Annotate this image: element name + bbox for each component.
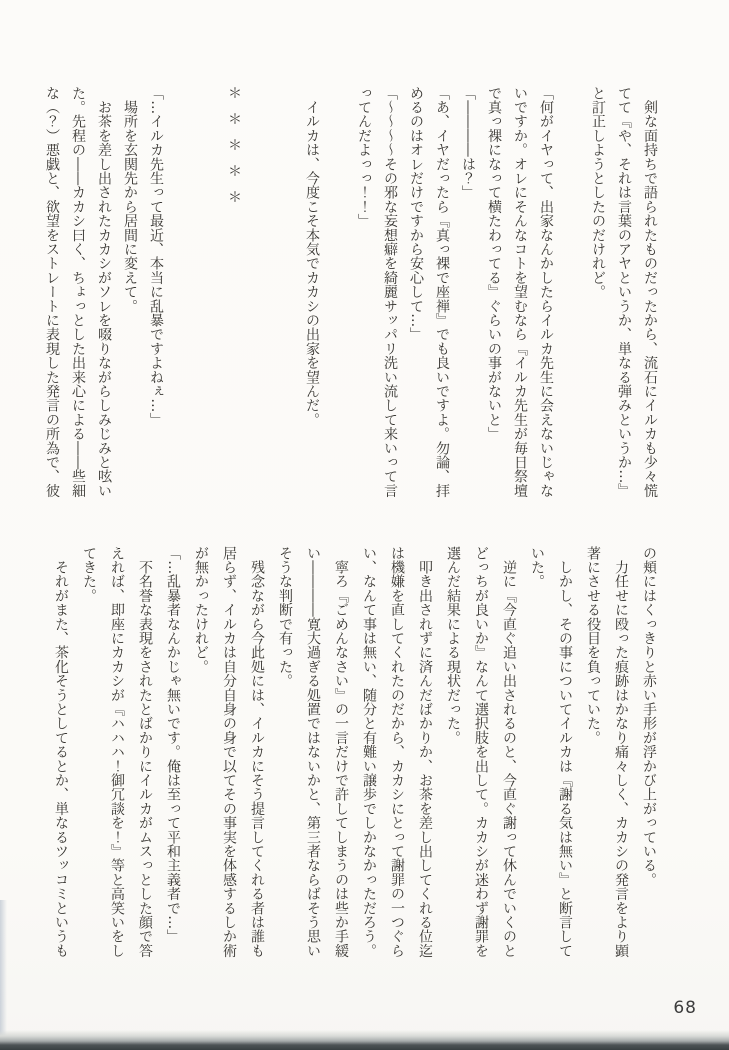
text-paragraph: 不名誉な表現をされたとばかりにイルカがムスっとした顔で答えれば、即座にカカシが『ハハハ！御冗談を！』等と高笑いをしてきた。 — [81, 546, 153, 958]
blank-column — [247, 86, 273, 502]
text-paragraph: 叩き出されずに済んだばかりか、お茶を差し出してくれる位迄は機嫌を直してくれたのだから、カカシにとって謝罪の一つぐらい、なんて事は無い、随分と有難い譲歩でしかなかっただろう。 — [361, 546, 433, 958]
text-paragraph: しかし、その事についてイルカは『謝る気は無い』と断言していた。 — [529, 546, 573, 958]
text-paragraph: 「…イルカ先生って最近、本当に乱暴ですよねぇ…」 — [148, 86, 164, 427]
text-paragraph: 「あ、イヤだったら『真っ裸で座禅』でも良いですよ。勿論、拝めるのはオレだけですから安心して…」 — [408, 86, 450, 498]
text-paragraph: それがまた、茶化そうとしてるとか、単なるツッコミというも — [53, 546, 69, 958]
text-paragraph: 「～～～～その邪な妄想癖を綺麗サッパリ洗い流して来いって言ってんだよっっ！！」 — [356, 86, 398, 498]
text-paragraph: 「――――は？」 — [460, 86, 476, 200]
blank-column — [169, 86, 195, 502]
blank-column — [273, 86, 299, 502]
text-paragraph: 場所を玄関先から居間に変えて。 — [122, 86, 138, 314]
text-paragraph: 剣な面持ちで語られたものだったから、流石にイルカも少々慌てて『や、それは言葉のアヤというか、単なる弾みというか…』と訂正しようとしたのだけれど。 — [590, 86, 658, 498]
text-paragraph: 残念ながら今此処には、イルカにそう提言してくれる者は誰も居らず、イルカは自分自身の身で以てその事実を体感するしか術が無かったけれど。 — [193, 546, 265, 958]
text-paragraph: 「…乱暴者なんかじゃ無いです。俺は至って平和主義者で…」 — [165, 546, 181, 944]
page-bottom-edge-shadow — [0, 1030, 729, 1050]
text-paragraph: 力任せに殴った痕跡はかなり痛々しく、カカシの発言をより顕著にさせる役目を負っていた。 — [585, 546, 629, 958]
page-number: 68 — [673, 998, 697, 1018]
blank-column — [559, 86, 585, 502]
bottom-text-block — [47, 546, 663, 962]
text-paragraph: お茶を差し出されたカカシがソレを啜りながらしみじみと呟いた。先程の――カカシ曰く、ちょっとした出来心による――些細な（？）悪戯と、欲望をストレートに表現した発言の所為で、彼 — [44, 86, 112, 498]
text-paragraph: の頬にはくっきりと赤い手形が浮かび上がっている。 — [641, 546, 657, 887]
text-paragraph: 寧ろ『ごめんなさい』の一言だけで許してしまうのは些か手緩い――――寛大過ぎる処置ではないかと、第三者ならばそう思いそうな判断で有った。 — [277, 546, 349, 958]
text-paragraph: イルカは、今度こそ本気でカカシの出家を望んだ。 — [304, 86, 320, 427]
page-left-edge-shadow — [0, 900, 7, 1042]
section-separator: ＊＊＊＊＊ — [226, 86, 242, 216]
blank-column — [195, 86, 221, 502]
top-text-block — [39, 86, 663, 502]
text-paragraph: 逆に『今直ぐ追い出されるのと、今直ぐ謝って休んでいくのとどっちが良いか』なんて選択肢を出して。カカシが迷わず謝罪を選んだ結果による現状だった。 — [445, 546, 517, 958]
blank-column — [325, 86, 351, 502]
text-paragraph: 「何がイヤって、出家なんかしたらイルカ先生に会えないじゃないですか。オレにそんなコトを望むなら『イルカ先生が毎日祭壇で真っ裸になって横たわってる』ぐらいの事がないと」 — [486, 86, 554, 498]
